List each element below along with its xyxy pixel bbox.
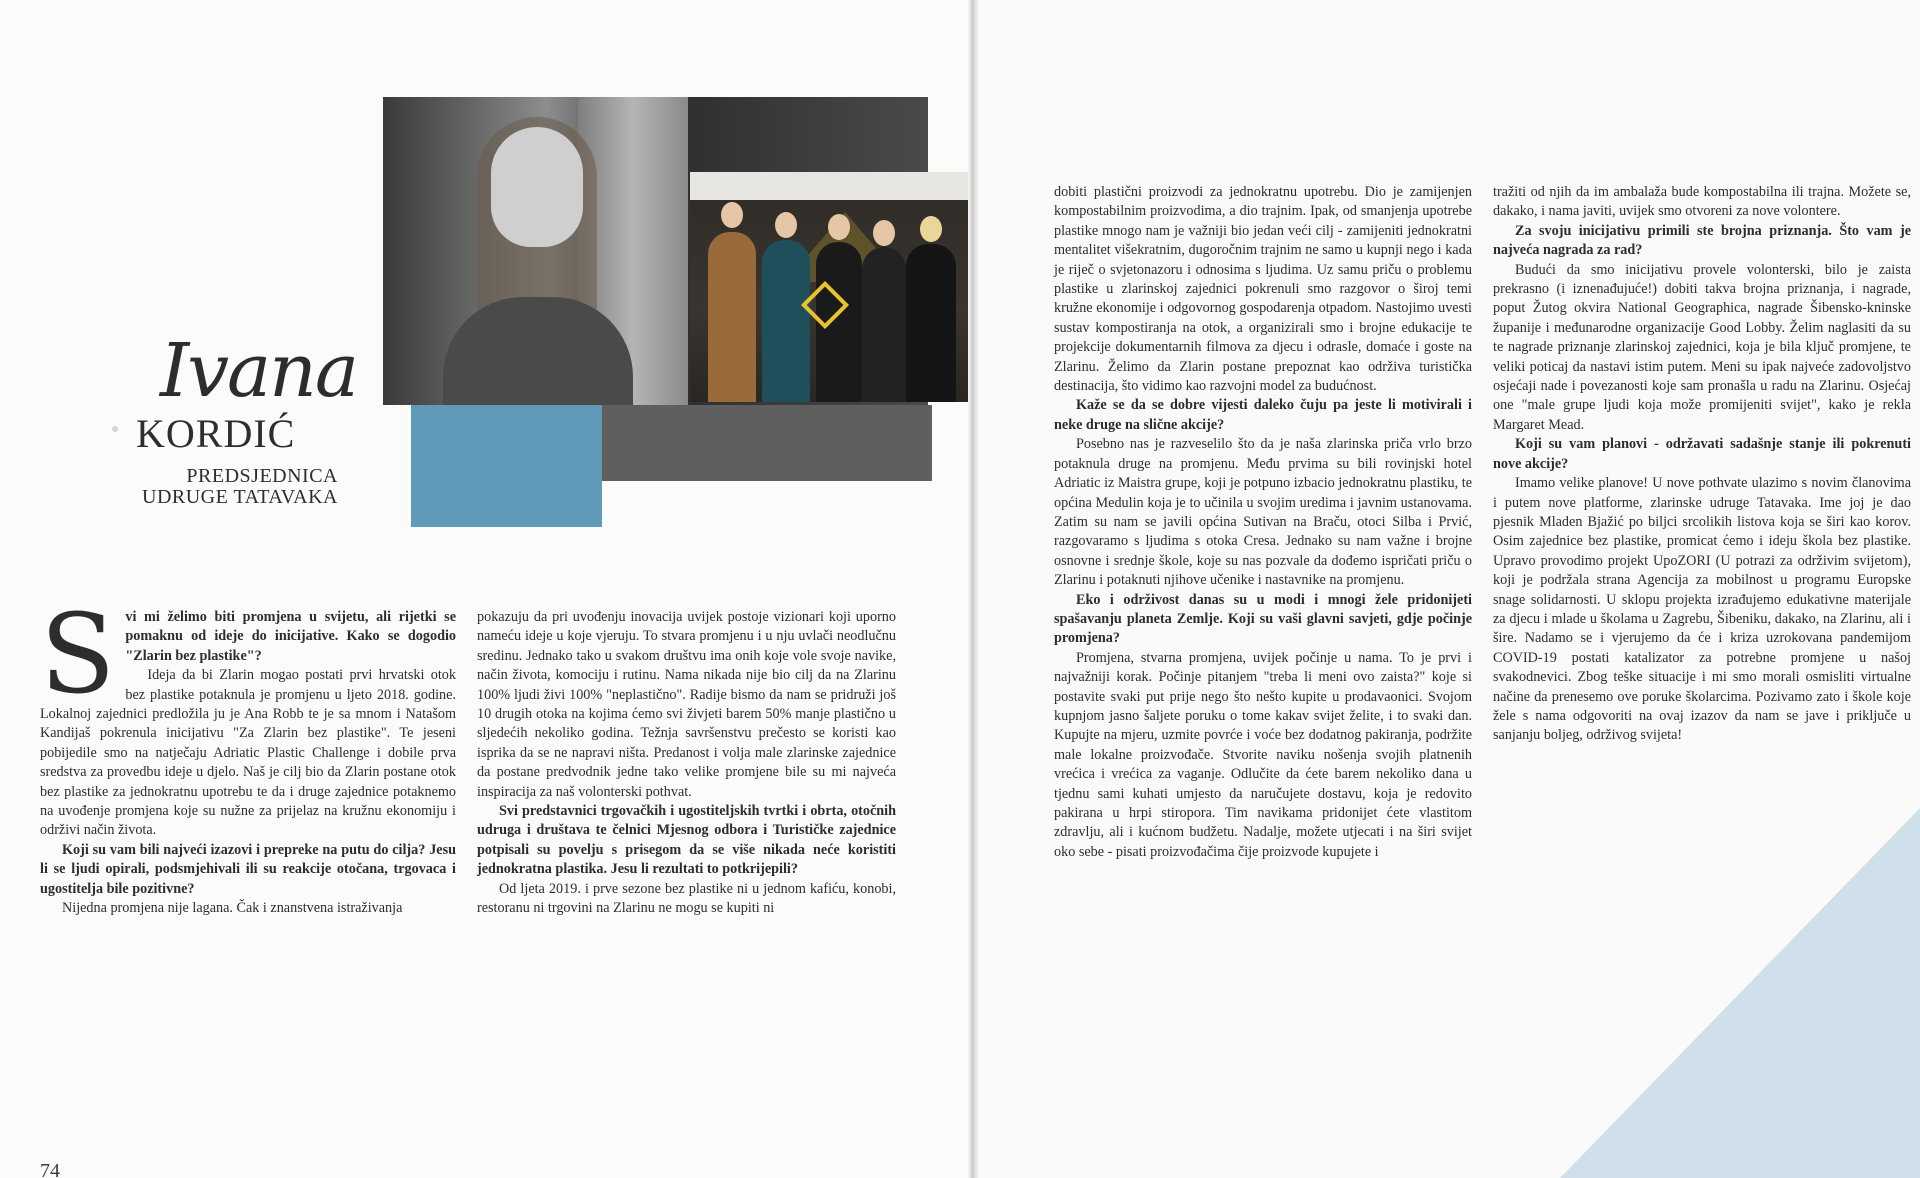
drop-cap: S [40,590,116,718]
decorative-blue-block [411,405,602,527]
answer-4: Posebno nas je razveselilo što da je naša zlarinska priča vrlo brzo potaknula druge na promjenu. Među prvima su bili rovinjski hotel Adriatic iz Maistra grupe, koji je potpuno izbacio jednokratnu plastiku, te općina Medulin koja je to učinila u svojim uredima i javnim ustanovama. Zatim su nam se javili općina Sutivan na Braču, otoci Silba i Prvić, razgovaramo s ljudima s otoka Cresa. Jednako su nam važne i brojne osnovne i srednje škole, koje su nas pozvale da dođemo ispričati priču o Zlarinu i potaknuti njihove učenike i nastavnike na promjenu. [1054,436,1472,589]
subtitle-line1: PREDSJEDNICA [186,465,338,487]
question-2: Koji su vam bili najveći izazovi i prepreke na putu do cilja? Jesu li se ljudi opirali, podsmjehivali ili su reakcije otočana, trgovaca i ugostitelja bile pozitivne? [40,841,456,897]
question-1: vi mi želimo biti promjena u svijetu, ali rijetki se pomaknu od ideje do inicijative. Kako se dogodio "Zlarin bez plastike"? [125,609,456,664]
decorative-gray-block [602,405,932,481]
page-number: 74 [40,1160,60,1178]
name-last: KORDIĆ [136,411,296,456]
question-4: Kaže se da se dobre vijesti daleko čuju pa jeste li motivirali i neke druge na slične akcije? [1054,397,1472,433]
answer-2-continued: pokazuju da pri uvođenju inovacija uvijek postoje vizionari koji uporno nameću ideje u koje vjeruju. To stvara promjenu i u nju uvlači neodlučnu sredinu. Jednako tako u svakom društvu ima onih koje vole svoje navike, način života, komociju i rutinu. Nama nikada nije bio cilj da na Zlarinu 100% ljudi živi 100% "neplastično". Radije bismo da nam se pridruži još 10 drugih otoka na kojima ćemo svi živjeti barem 50% manje plastično u sljedećih nekoliko godina. Težnja savršenstvu prečesto se koristi kao isprika da se ne napravi ništa. Predanost i volja male zlarinske zajednice da postane predvodnik jedne tako velike promjene bile su mi najveća inspiracija za naš volonterski pothvat. [477,609,896,800]
answer-3-continued: dobiti plastični proizvodi za jednokratnu upotrebu. Dio je zamijenjen kompostabilnim proizvodima, a dio trajnim. Ipak, od smanjenja upotrebe plastike mnogo nam je važniji bio jedan veći cilj - zamijeniti jednokratni mentalitet višekratnim, dugoročnim trajnim ne samo u kupnji nego i kada je riječ o svjetonazoru i odnosima s ljudima. Uz samu priču o problemu plastike u zlarinskoj zajednici pokrenuli smo razgovor o široj temi kružne ekonomije i odgovornog gospodarenja otpadom. Nastojimo uvesti sustav kompostiranja na otok, a organizirali smo i brojne edukacije te projekcije dokumentarnih filmova za djecu i odrasle, domaće i goste na Zlarinu. Želimo da Zlarin postane prepoznat kao održiva turistička destinacija, što vidimo kao razvojni model za budućnost. [1054,184,1472,395]
subtitle-line2: UDRUGE TATAVAKA [142,486,338,508]
answer-5-continued: tražiti od njih da im ambalaža bude kompostabilna ili trajna. Možete se, dakako, i nama javiti, uvijek smo otvoreni za nove volontere. [1493,184,1911,220]
role-subtitle [100,466,338,508]
answer-5: Promjena, stvarna promjena, uvijek počinje u nama. To je prvi i najvažniji korak. Počinje pitanjem "treba li meni ovo zaista?" koje si postavite svaki put prije nego što nešto kupite u prodavaonici. Svojom kupnjom jasno šaljete poruku o tome kakav svijet želite, i to svaki dan. Kupujte na mjeru, uzmite povrće i voće bez dodatnog pakiranja, podržite male lokalne proizvođače. Stvorite naviku nošenja svojih platnenih vrećica i vrećica za vaganje. Odlučite da ćete barem nekoliko dana u tjednu sami kuhati umjesto da naručujete dostavu, koja je redovito pakirana u hrpi stiropora. Tim navikama pridonijet ćete vlastitom zdravlju, ali i kućnom budžetu. Nadalje, možete utjecati i na širi svijet oko sebe - pisati proizvođačima čije proizvode kupujete i [1054,649,1472,860]
question-7: Koji su vam planovi - održavati sadašnje stanje ili pokrenuti nove akcije? [1493,436,1911,472]
answer-1: Ideja da bi Zlarin mogao postati prvi hrvatski otok bez plastike potaknula je promjenu u ljeto 2018. godine. Lokalnoj zajednici predložila ju je Ana Robb te je sa mnom i Natašom Kandijaš pokrenula inicijativu "Za Zlarin bez plastike". Te jeseni pobijedile smo na natječaju Adriatic Plastic Challenge i dobile prva sredstva za provedbu ideje u djelo. Naš je cilj bio da Zlarin postane otok bez plastike za jednokratnu upotrebu te da i druge zajednice potaknemo na uvođenje promjena koje su nužne za prijelaz na kružnu ekonomiju i održivi način života. [40,667,456,839]
question-5: Eko i održivost danas su u modi i mnogi žele pridonijeti spašavanju planeta Zemlje. Koji su vaši glavni savjeti, gdje počinje promjena? [1054,591,1472,647]
text-column-1 [40,590,456,919]
award-group-photo [690,172,968,402]
text-column-4 [1493,183,1911,746]
decorative-corner-triangle [1560,808,1920,1178]
answer-7: Imamo velike planove! U nove pothvate ulazimo s novim članovima i putem nove platforme, zlarinske udruge Tatavaka. Ime joj je dao pjesnik Mladen Bjažić po biljci srcolikih listova koja se širi kao korov. Osim zajednice bez plastike, promicat ćemo i ideju škola bez plastike. Upravo provodimo projekt UpoZORI (U potrazi za održivim svijetom), koji je podržala strana Agencija za mobilnost u programu Europske snage solidarnosti. U sklopu projekta izrađujemo edukativne materijale za djecu i mlade u školama u Zagrebu, Šibeniku, dakako, na Zlarinu, ali i šire. Nadamo se i vjerujemo da će i kriza uzrokovana pandemijom COVID-19 postati katalizator za potrebne promjene u našoj svakodnevici. Zbog teške situacije i mi smo morali osmisliti virtualne načine da prenesemo ove poruke školarcima. Pozivamo zato i škole koje žele s nama odgovoriti na ovaj izazov da nam se jave i priključe u sanjanju boljeg, održivog svijeta! [1493,475,1911,744]
answer-6: Budući da smo inicijativu provele volonterski, bilo je zaista prekrasno (i iznenađujuće!) dobiti takva brojna priznanja, i nagrade, poput Žutog okvira National Geographica, nagrade Šibensko-kninske županije i međunarodne organizacije Good Lobby. Želim naglasiti da su te nagrade priznanje zlarinskoj zajednici, koja je bila ključ promjene, te veliki poticaj da nastavi istim putem. Meni su ipak najveće zadovoljstvo osjećaji nade i povezanosti koje sam pronašla u radu na Zlarinu. Osjećaj one "male grupe ljudi koja može promijeniti svijet", kako je rekla Margaret Mead. [1493,261,1911,433]
text-column-2 [477,608,896,919]
text-column-3 [1054,183,1472,862]
decorative-dot [112,426,118,432]
question-3: Svi predstavnici trgovačkih i ugostiteljskih tvrtki i obrta, otočnih udruga i društava te čelnici Mjesnog odbora i Turističke zajednice potpisali su povelju s prisegom da se više nikada neće koristiti jednokratna plastika. Jesu li rezultati to potkrijepili? [477,803,896,878]
name-first: Ivana [160,328,357,414]
answer-3: Od ljeta 2019. i prve sezone bez plastike ni u jednom kafiću, konobi, restoranu ni trgovini na Zlarinu ne mogu se kupiti ni [477,880,896,917]
question-6: Za svoju inicijativu primili ste brojna priznanja. Što vam je najveća nagrada za rad? [1493,222,1911,259]
answer-2: Nijedna promjena nije lagana. Čak i znanstvena istraživanja [62,900,403,917]
